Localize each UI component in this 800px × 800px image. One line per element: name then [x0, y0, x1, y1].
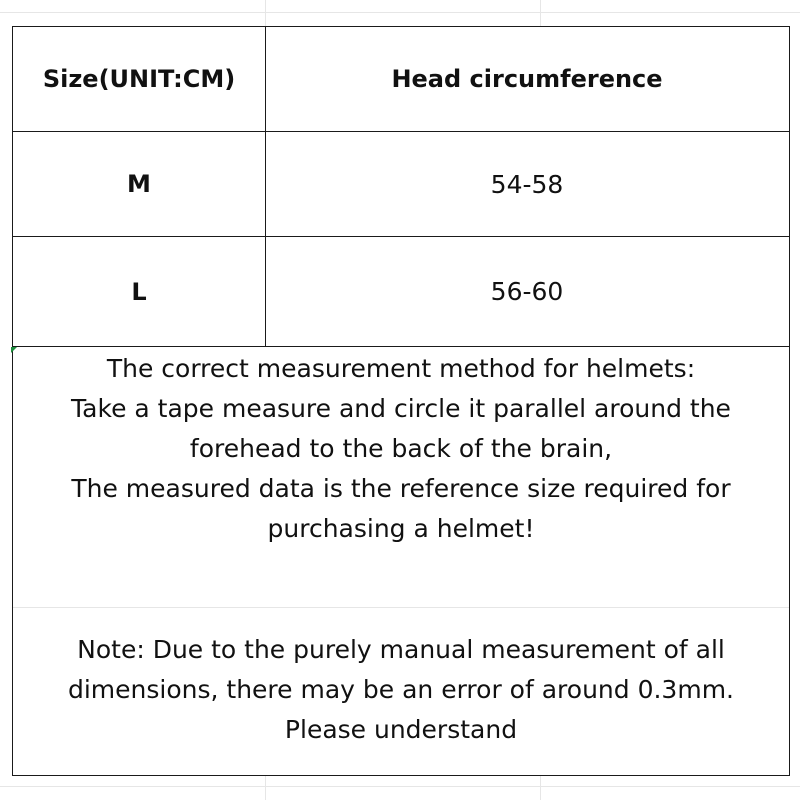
measurement-method-text: [13, 349, 789, 607]
circumference-cell: 56-60: [490, 277, 564, 306]
note-text: [13, 630, 789, 775]
size-cell: M: [13, 132, 266, 236]
head-circumference-column-header: Head circumference: [391, 65, 663, 93]
method-line: purchasing a helmet!: [267, 514, 535, 543]
divider: [13, 607, 789, 608]
method-line: Take a tape measure and circle it parallel around the: [71, 394, 731, 423]
note-line: Please understand: [284, 715, 518, 744]
note-line: Note: Due to the purely manual measurement of all: [77, 635, 725, 664]
circumference-cell: 54-58: [490, 169, 564, 199]
size-cell: L: [13, 237, 266, 346]
size-table: [12, 26, 790, 776]
note-line: dimensions, there may be an error of around 0.3mm.: [67, 675, 734, 704]
method-line: The correct measurement method for helmets:: [106, 354, 696, 383]
gridline: [0, 12, 800, 13]
table-header-row: [13, 27, 789, 132]
table-row: [13, 237, 789, 347]
table-row: [13, 132, 789, 237]
size-column-header: Size(UNIT:CM): [13, 27, 266, 131]
method-line: forehead to the back of the brain,: [189, 434, 613, 463]
method-line: The measured data is the reference size required for: [71, 474, 731, 503]
gridline: [0, 786, 800, 787]
